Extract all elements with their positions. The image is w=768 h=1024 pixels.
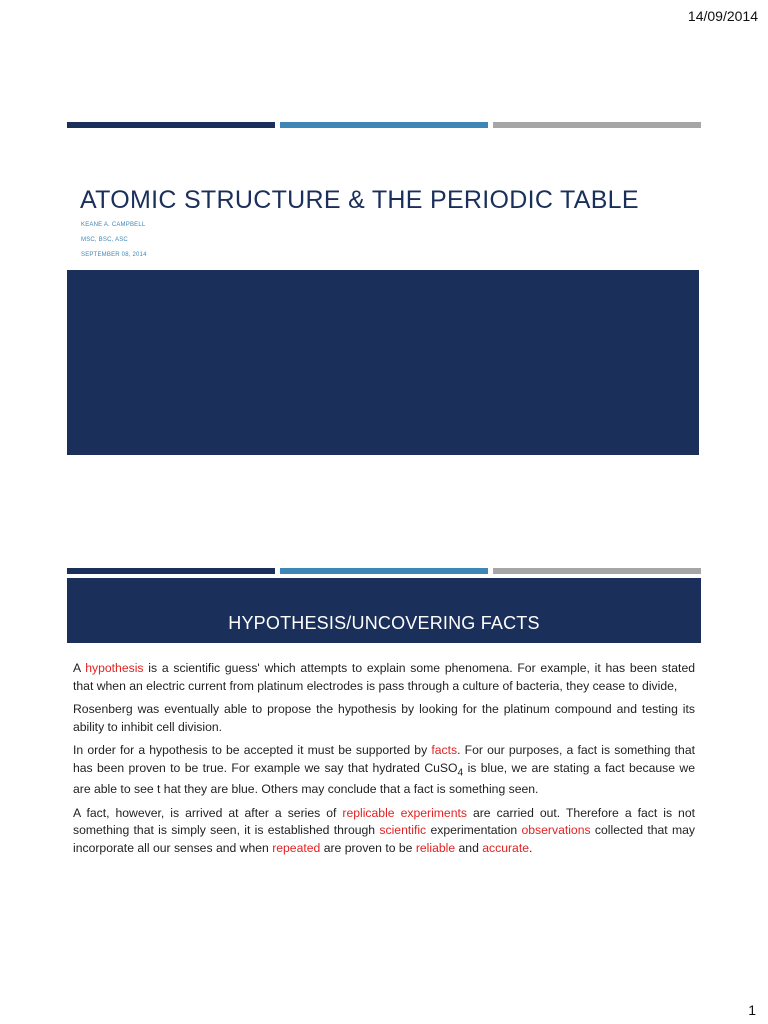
accent-bar-blue — [280, 122, 488, 128]
slide1-author: KEANE A. CAMPBELL — [81, 222, 146, 228]
text-run: are carried out. Therefore a fact is not something that is simply seen, it is established through — [73, 805, 696, 838]
accent-bar-navy — [67, 568, 275, 574]
slide2-heading-band — [67, 578, 701, 643]
subscript-4: 4 — [457, 766, 464, 778]
text-run: . — [529, 840, 533, 855]
accent-bar-grey — [493, 568, 701, 574]
text-run: is blue, we are stating a fact because we are able to see t hat they are blue. Others may conclude that a fact is something seen. — [73, 760, 696, 797]
accent-bar-grey — [493, 122, 701, 128]
keyword-replicable-experiments: replicable experiments — [342, 805, 467, 820]
slide1-credentials: MSC, BSC, ASC — [81, 237, 128, 243]
keyword-facts: facts — [431, 743, 458, 757]
paragraph-hypothesis — [73, 660, 695, 695]
slide1-accent-bars — [67, 122, 701, 128]
slide2-heading: HYPOTHESIS/UNCOVERING FACTS — [228, 612, 540, 633]
keyword-hypothesis: hypothesis — [85, 661, 144, 675]
text-run: . For our purposes, a fact is something that has been proven to be true. For example we say that hydrated CuSO — [73, 743, 695, 775]
text-run: A — [73, 661, 86, 675]
keyword-observations: observations — [521, 823, 591, 838]
slide2-accent-bars — [67, 568, 701, 574]
keyword-repeated: repeated — [272, 840, 321, 855]
slide2-body — [73, 660, 695, 863]
accent-bar-navy — [67, 122, 275, 128]
slide1-navy-panel — [67, 270, 699, 455]
text-run: are proven to be — [320, 840, 416, 855]
keyword-accurate: accurate — [482, 840, 529, 855]
text-run: A fact, however, is arrived at after a series of — [73, 805, 343, 820]
text-run: experimentation — [426, 823, 522, 838]
paragraph-facts — [73, 742, 695, 799]
text-run: and — [455, 840, 483, 855]
paragraph-fact-definition — [73, 805, 695, 858]
slide1-date: SEPTEMBER 08, 2014 — [81, 252, 147, 258]
keyword-reliable: reliable — [415, 840, 456, 855]
accent-bar-blue — [280, 568, 488, 574]
page-number: 1 — [748, 1002, 756, 1018]
text-run: collected that may incorporate all our senses and when — [73, 823, 695, 855]
paragraph-rosenberg: Rosenberg was eventually able to propose the hypothesis by looking for the platinum compound and testing its ability to inhibit cell division. — [73, 702, 695, 734]
text-run: is a scientific guess' which attempts to explain some phenomena. For example, it has been stated that when an electric current from platinum electrodes is pass through a culture of bacteria, they cease to divide, — [73, 661, 695, 693]
print-date: 14/09/2014 — [687, 8, 758, 24]
text-run: In order for a hypothesis to be accepted it must be supported by — [73, 743, 432, 757]
slide1-title: ATOMIC STRUCTURE & THE PERIODIC TABLE — [80, 186, 639, 214]
keyword-scientific: scientific — [379, 823, 427, 838]
